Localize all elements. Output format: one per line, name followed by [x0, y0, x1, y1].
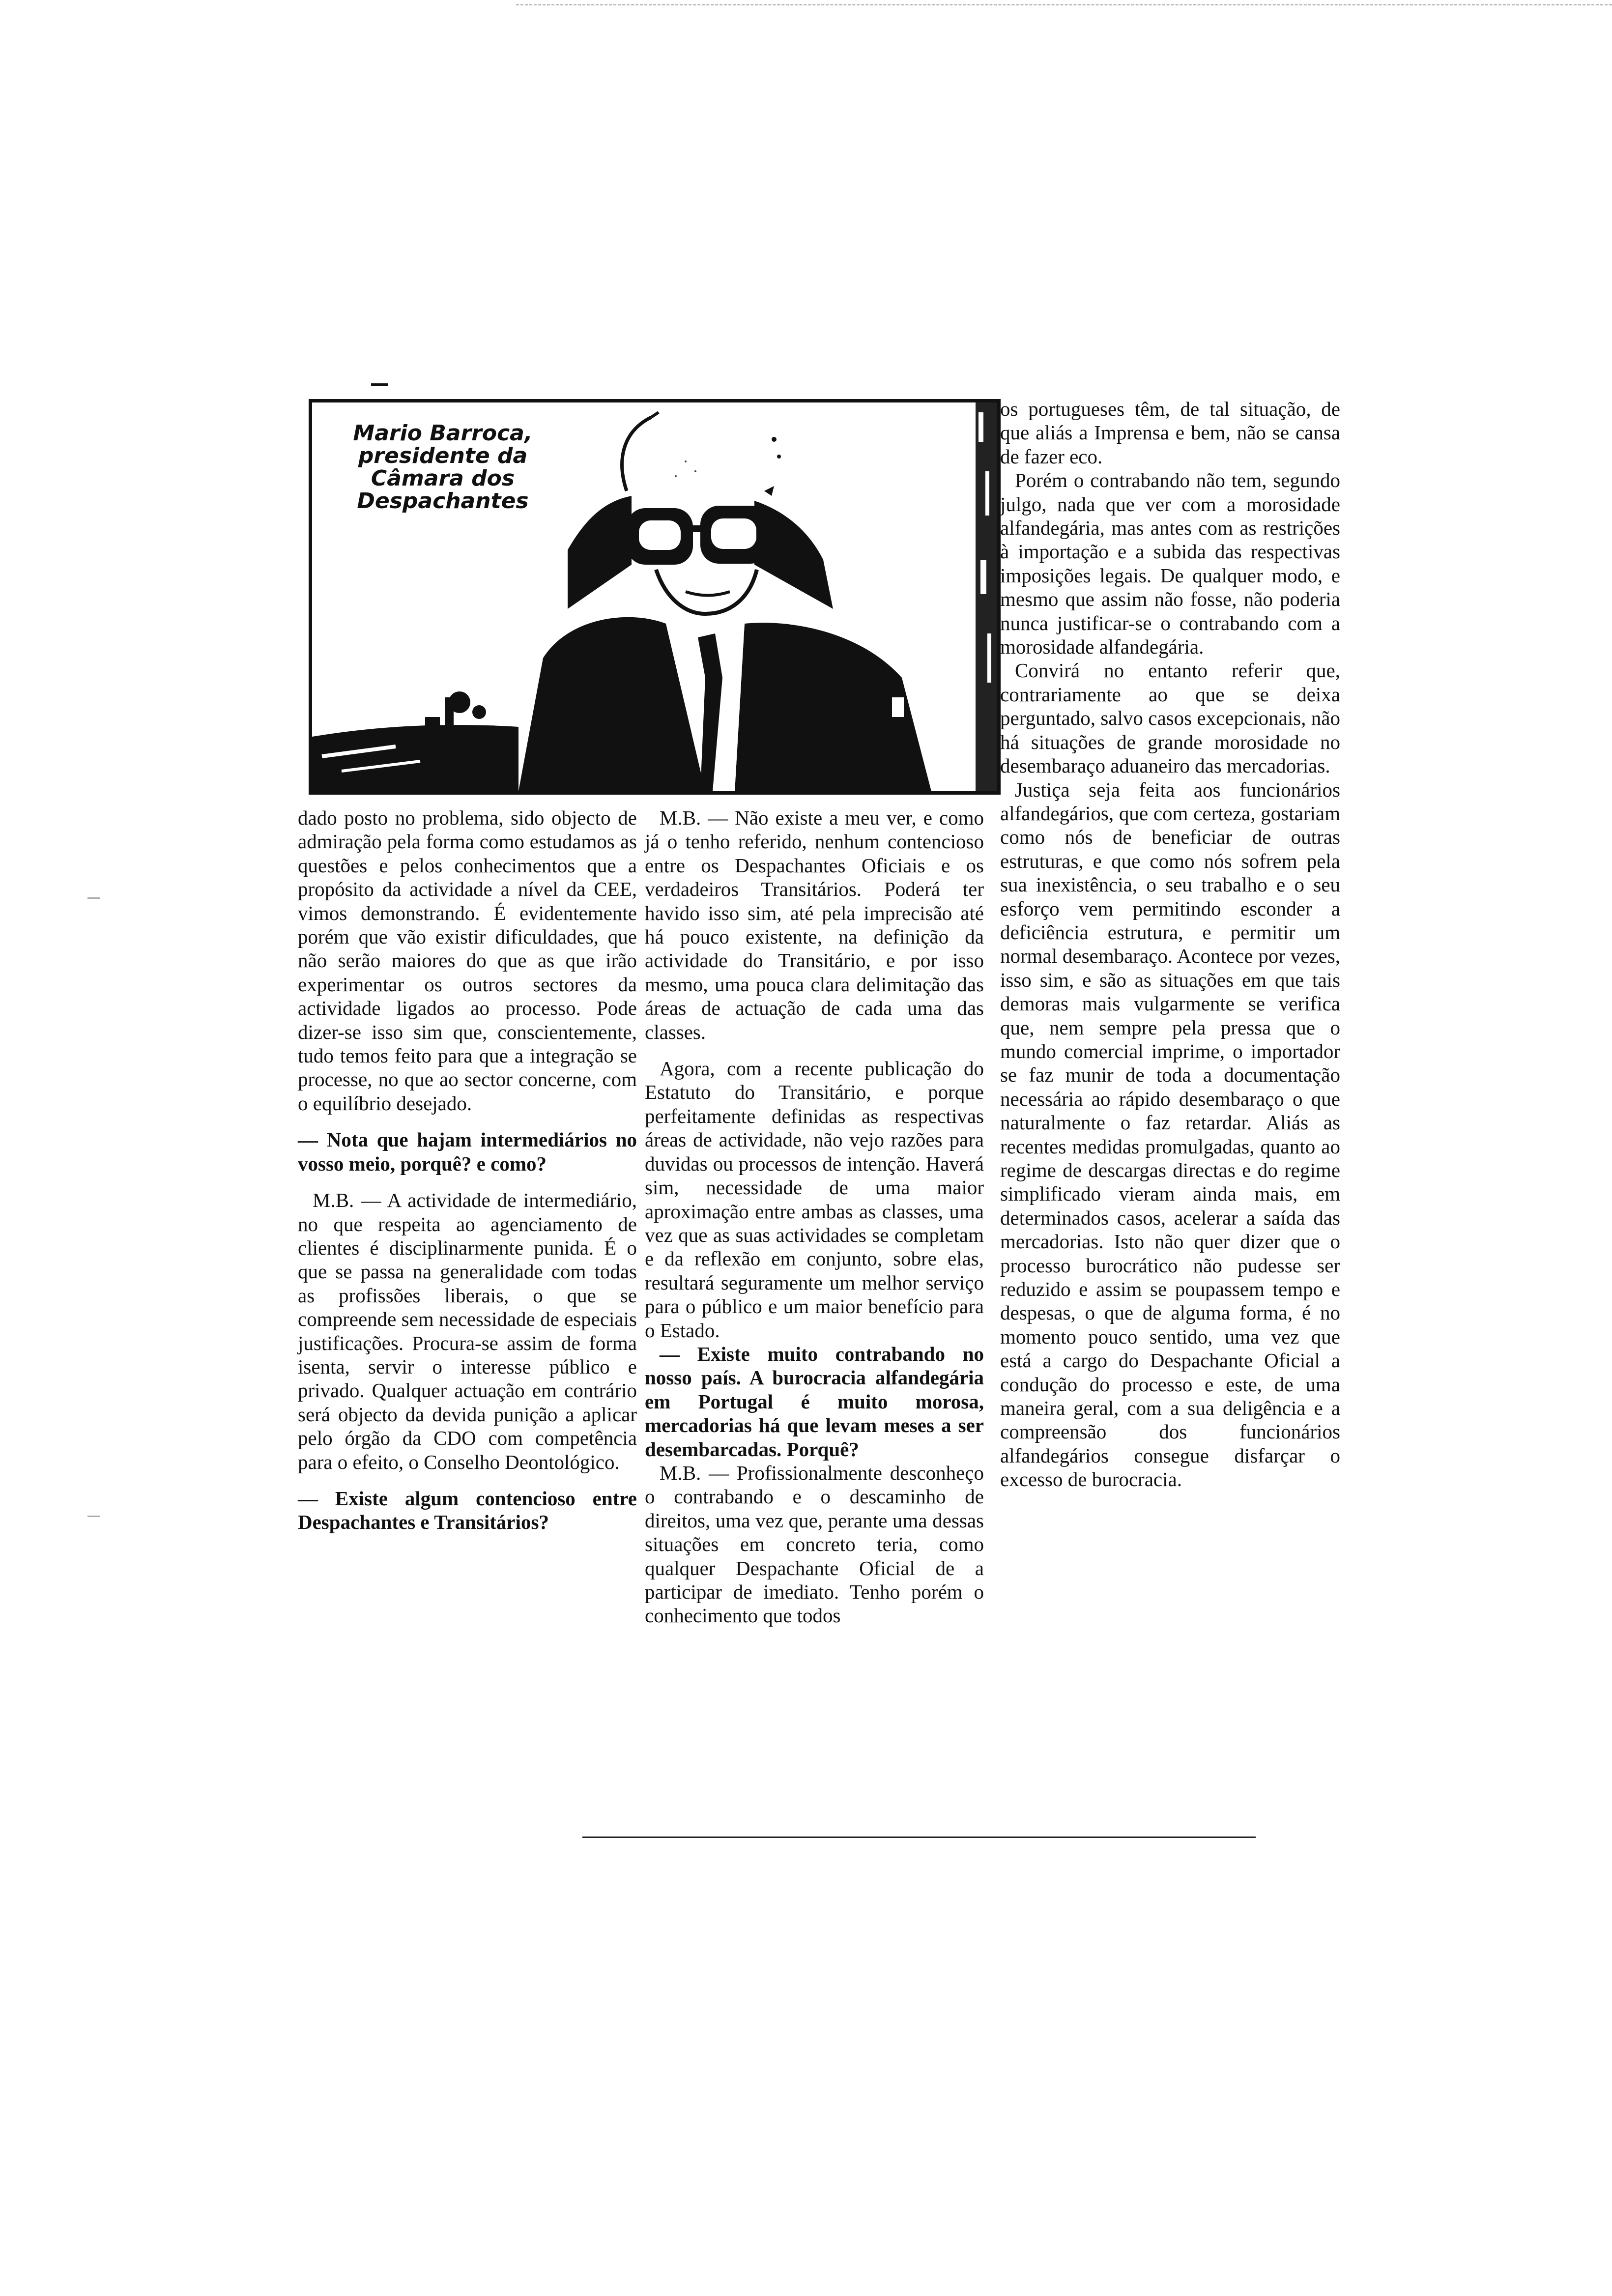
page-mark-dash	[371, 383, 388, 386]
paragraph: Porém o contrabando não tem, segundo julgo, nada que ver com a morosidade alfandegária, mas antes com as restrições à importação e a subida das respectivas imposições legais. De qualquer modo, e mesmo que assim não fosse, não poderia nunca justificar-se o contrabando com a morosidade alfandegária.	[1000, 469, 1340, 659]
bottom-rule	[582, 1837, 1256, 1838]
paragraph: M.B. — Profissionalmente desconheço o contrabando e o descaminho de direitos, uma vez que, perante uma dessas situações em concreto teria, como qualquer Despachante Oficial de a participar de imediato. Tenho porém o conhecimento que todos	[645, 1461, 984, 1627]
scan-edge-line	[516, 4, 1612, 5]
paragraph: M.B. — Não existe a meu ver, e como já o tenho referido, nenhum contencioso entre os Despachantes Oficiais e os verdadeiros Transitários. Poderá ter havido isso sim, até pela imprecisão até há pouco existente, na definição da actividade do Transitário, e por isso mesmo, uma pouca clara delimitação das áreas de actuação de cada uma das classes.	[645, 806, 984, 1043]
paragraph: Convirá no entanto referir que, contrariamente ao que se deixa perguntado, salvo casos excepcionais, não há situações de grande morosidade no desembaraço aduaneiro das mercadorias.	[1000, 659, 1340, 777]
paragraph: Agora, com a recente publicação do Estatuto do Transitário, e porque perfeitamente definidas as respectivas áreas de actividade, não vejo razões para duvidas ou processos de intenção. Haverá sim, necessidade de uma maior aproximação entre ambas as classes, uma vez que as suas actividades se completam e da reflexão em conjunto, sobre elas, resultará seguramente um melhor serviço para o público e um maior benefício para o Estado.	[645, 1057, 984, 1342]
article-column-1	[298, 806, 637, 1547]
interview-question: — Existe algum contencioso entre Despachantes e Transitários?	[298, 1487, 637, 1534]
paragraph: M.B. — A actividade de intermediário, no que respeita ao agenciamento de clientes é disciplinarmente punida. É o que se passa na generalidade com todas as profissões liberais, o que se compreende sem necessidade de especiais justificações. Procura-se assim de forma isenta, servir o interesse público e privado. Qualquer actuação em contrário será objecto da devida punição a aplicar pelo órgão da CDO com competência para o efeito, o Conselho Deontológico.	[298, 1189, 637, 1473]
margin-mark	[87, 897, 100, 899]
portrait-photo	[309, 399, 1001, 795]
article-column-3	[1000, 397, 1340, 1492]
paragraph: os portugueses têm, de tal situação, de que aliás a Imprensa e bem, não se cansa de fazer eco.	[1000, 398, 1340, 468]
photo-caption: Mario Barroca, presidente da Câmara dos Despachantes	[353, 421, 533, 514]
margin-mark	[87, 1516, 100, 1517]
article-column-2	[645, 806, 984, 1628]
interview-question: — Existe muito contrabando no nosso país. A burocracia alfandegária em Portugal é muito morosa, mercadorias há que levam meses a ser desembarcadas. Porquê?	[645, 1342, 984, 1461]
interview-question: — Nota que hajam intermediários no vosso meio, porquê? e como?	[298, 1128, 637, 1175]
paragraph: dado posto no problema, sido objecto de admiração pela forma como estudamos as questões e pelos conhecimentos que a propósito da actividade a nível da CEE, vimos demonstrando. É evidentemente porém que vão existir dificuldades, que não serão maiores do que as que irão experimentar os outros sectores da actividade ligados ao processo. Pode dizer-se isso sim que, conscientemente, tudo temos feito para que a integração se processe, no que ao sector concerne, com o equilíbrio desejado.	[298, 806, 637, 1115]
paragraph: Justiça seja feita aos funcionários alfandegários, que com certeza, gostariam como nós de beneficiar de outras estruturas, e que como nós sofrem pela sua inexistência, o seu trabalho e o seu esforço vem permitindo esconder a deficiência estrutura, e permitir um normal desembaraço. Acontece por vezes, isso sim, e são as situações em que tais demoras mais vulgarmente se verifica que, nem sempre pela pressa que o mundo comercial imprime, o importador se faz munir de toda a documentação necessária ao rápido desembaraço o que naturalmente o faz retardar. Aliás as recentes medidas promulgadas, quanto ao regime de descargas directas e do regime simplificado vieram ainda mais, em determinados casos, acelerar a saída das mercadorias. Isto não quer dizer que o processo burocrático não pudesse ser reduzido e assim se poupassem tempo e despesas, o que de alguma forma, é no momento pouco sentido, uma vez que está a cargo do Despachante Oficial a condução do processo e este, de uma maneira geral, com a sua deligência e a compreensão dos funcionários alfandegários consegue disfarçar o excesso de burocracia.	[1000, 778, 1340, 1491]
